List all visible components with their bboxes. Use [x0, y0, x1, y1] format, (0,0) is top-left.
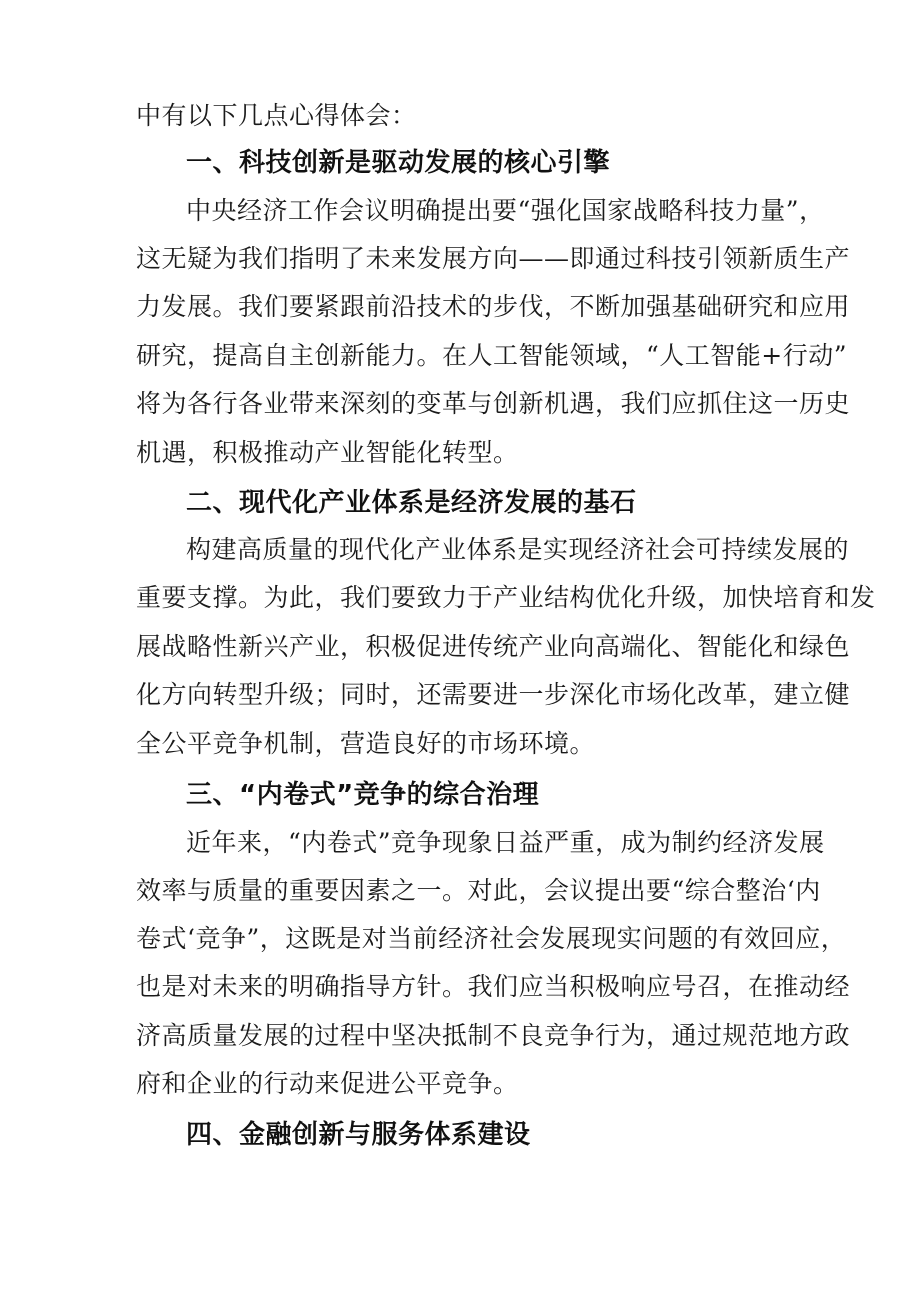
section-3-line-2: 效率与质量的重要因素之一。对此，会议提出要“综合整治‘内 [136, 876, 821, 905]
section-2-line-2: 重要支撑。为此，我们要致力于产业结构优化升级，加快培育和发 [136, 583, 876, 612]
section-1-heading: 一、科技创新是驱动发展的核心引擎 [186, 148, 611, 178]
section-2-line-4: 化方向转型升级；同时，还需要进一步深化市场化改革，建立健 [136, 680, 851, 709]
section-2-line-1: 构建高质量的现代化产业体系是实现经济社会可持续发展的 [186, 535, 850, 564]
section-2-line-5: 全公平竞争机制，营造良好的市场环境。 [136, 729, 596, 758]
section-1-line-3: 力发展。我们要紧跟前沿技术的步伐，不断加强基础研究和应用 [136, 292, 851, 321]
section-4-heading: 四、金融创新与服务体系建设 [186, 1120, 531, 1150]
section-3-heading: 三、“内卷式”竞争的综合治理 [186, 780, 540, 810]
section-1-line-1: 中央经济工作会议明确提出要“强化国家战略科技力量”， [186, 196, 825, 225]
section-3-line-6: 府和企业的行动来促进公平竞争。 [136, 1069, 519, 1098]
intro-line: 中有以下几点心得体会： [136, 101, 417, 130]
section-3-line-4: 也是对未来的明确指导方针。我们应当积极响应号召，在推动经 [136, 972, 851, 1001]
section-3-line-5: 济高质量发展的过程中坚决抵制不良竞争行为，通过规范地方政 [136, 1021, 851, 1050]
section-3-line-3: 卷式‘竞争”，这既是对当前经济社会发展现实问题的有效回应， [136, 924, 847, 953]
section-2-line-3: 展战略性新兴产业，积极促进传统产业向高端化、智能化和绿色 [136, 632, 851, 661]
section-3-line-1: 近年来，“内卷式”竞争现象日益严重，成为制约经济发展 [186, 828, 825, 857]
section-2-heading: 二、现代化产业体系是经济发展的基石 [186, 488, 637, 518]
section-1-line-2: 这无疑为我们指明了未来发展方向——即通过科技引领新质生产 [136, 244, 851, 273]
section-1-line-6: 机遇，积极推动产业智能化转型。 [136, 438, 519, 467]
section-1-line-5: 将为各行各业带来深刻的变革与创新机遇，我们应抓住这一历史 [136, 389, 851, 418]
section-1-line-4: 研究，提高自主创新能力。在人工智能领域，“人工智能+行动” [136, 341, 848, 370]
